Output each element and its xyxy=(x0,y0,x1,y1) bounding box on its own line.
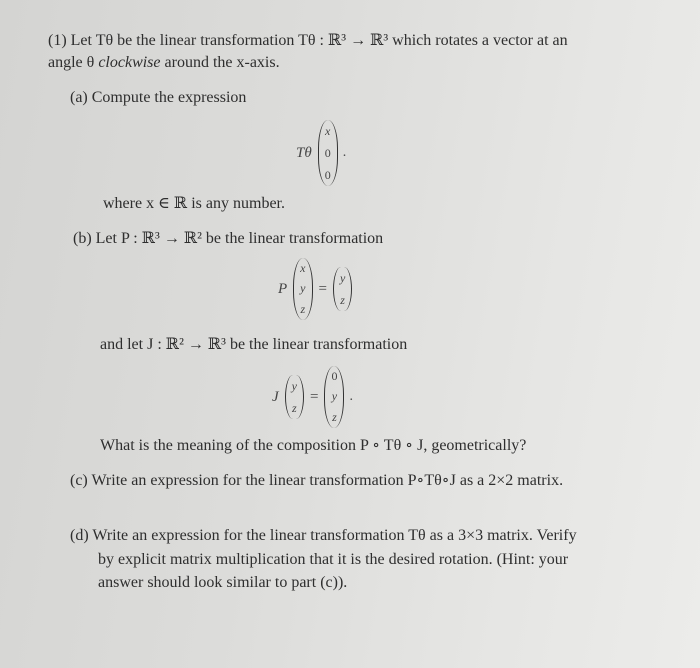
entry: 0 xyxy=(324,145,331,160)
part-d-line2: by explicit matrix multiplication that it is the desired rotation. (Hint: your xyxy=(98,551,569,568)
part-a-label: (a) Compute the expression xyxy=(70,89,247,106)
column-vector xyxy=(333,267,352,311)
entry: z xyxy=(292,400,297,415)
entry: 0 xyxy=(331,368,338,383)
operator: Tθ xyxy=(296,144,312,161)
column-vector xyxy=(324,366,344,428)
equals: = xyxy=(318,280,327,297)
operator: P xyxy=(278,280,288,297)
p-definition xyxy=(278,258,352,320)
entry: y xyxy=(300,281,306,296)
problem-intro-line1: (1) Let Tθ be the linear transformation Tθ : ℝ³ → ℝ³ which rotates a vector at an xyxy=(48,32,568,49)
operator: J xyxy=(272,388,279,405)
period: . xyxy=(342,145,347,160)
part-b-question: What is the meaning of the composition P ∘ Tθ ∘ J, geometrically? xyxy=(100,437,527,454)
part-a-expression xyxy=(296,120,346,186)
emphasis-clockwise: clockwise xyxy=(98,54,161,71)
text: angle θ xyxy=(48,54,99,71)
entry: z xyxy=(340,292,345,307)
problem-intro-line2 xyxy=(48,54,280,72)
part-a-where: where x ∈ ℝ is any number. xyxy=(103,195,285,212)
column-vector xyxy=(318,120,338,186)
entry: z xyxy=(300,302,306,317)
entry: y xyxy=(291,378,297,393)
column-vector xyxy=(285,375,304,419)
equals: = xyxy=(310,388,319,405)
column-vector xyxy=(293,258,312,320)
part-d-line3: answer should look similar to part (c)). xyxy=(98,574,348,591)
and-let-j: and let J : ℝ² → ℝ³ be the linear transformation xyxy=(100,336,408,353)
period: . xyxy=(349,389,353,404)
part-c: (c) Write an expression for the linear transformation P∘Tθ∘J as a 2×2 matrix. xyxy=(70,472,564,489)
entry: y xyxy=(339,270,346,285)
entry: y xyxy=(331,389,338,404)
part-b-label: (b) Let P : ℝ³ → ℝ² be the linear transformation xyxy=(73,230,384,247)
text: around the x-axis. xyxy=(160,54,280,71)
entry: z xyxy=(332,410,337,425)
entry: x xyxy=(325,123,331,138)
j-definition xyxy=(272,366,353,428)
part-d-line1: (d) Write an expression for the linear transformation Tθ as a 3×3 matrix. Verify xyxy=(70,527,577,544)
entry: x xyxy=(300,260,306,275)
entry: 0 xyxy=(324,167,331,182)
